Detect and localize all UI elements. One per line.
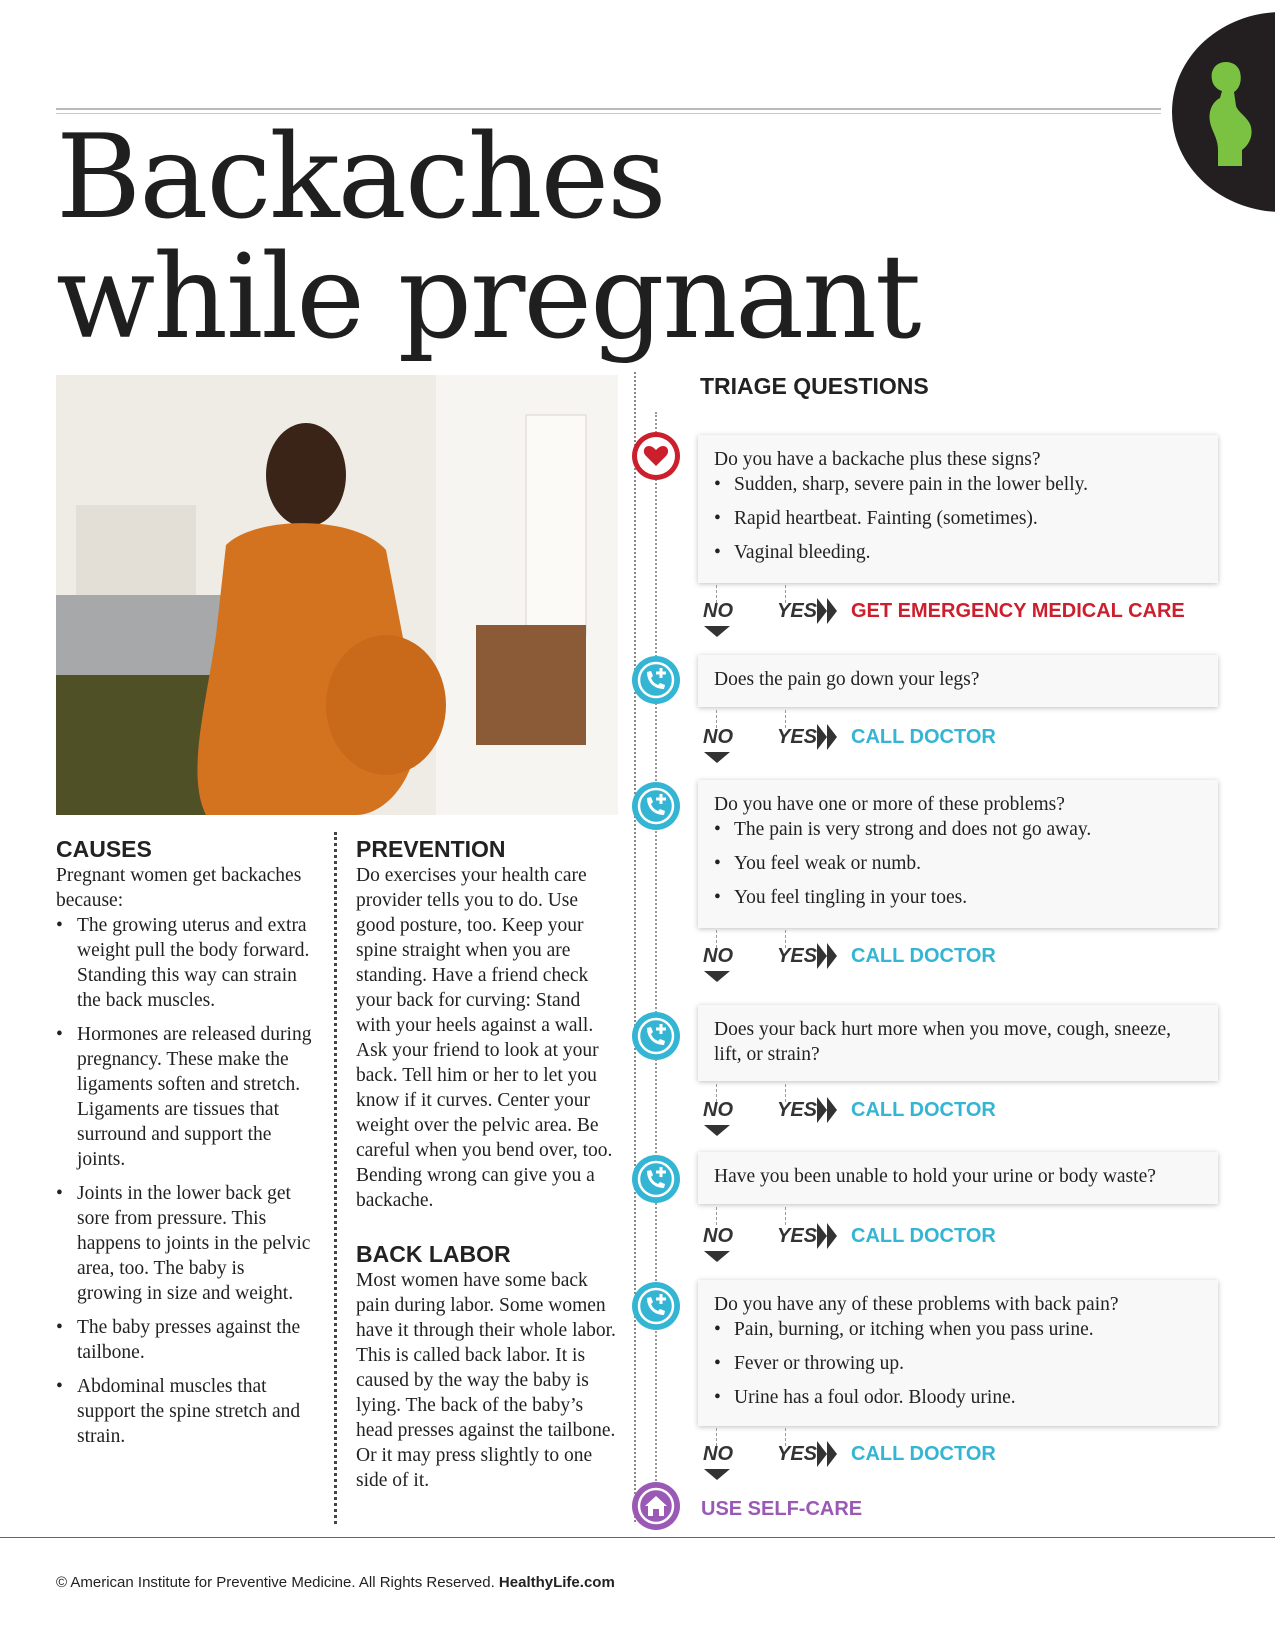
triage-question-2 [698,655,1218,707]
action-call-doctor: CALL DOCTOR [851,945,996,967]
down-arrow-icon [704,752,730,763]
right-arrow-icon [817,1223,827,1249]
causes-heading: CAUSES [56,836,152,862]
right-arrow-icon [817,598,827,624]
down-arrow-icon [704,1251,730,1262]
home-icon [632,1482,680,1530]
column-divider [334,832,337,1524]
down-arrow-icon [704,1469,730,1480]
website-link[interactable]: HealthyLife.com [498,1574,615,1591]
down-arrow-icon [704,626,730,637]
right-arrow-icon [827,1223,837,1249]
title-line-2: while pregnant [56,230,920,365]
action-call-doctor: CALL DOCTOR [851,1225,996,1247]
footer-rule [0,1537,1275,1538]
down-arrow-icon [704,1125,730,1136]
right-arrow-icon [817,1441,827,1467]
list-item: • You feel weak or numb. [714,851,1202,876]
triage-divider [634,372,636,1522]
action-call-doctor: CALL DOCTOR [851,726,996,748]
right-arrow-icon [817,1097,827,1123]
action-self-care: USE SELF-CARE [701,1498,863,1520]
list-item: • The baby presses against the tailbone. [56,1315,314,1365]
no-label: NO [703,1225,733,1247]
prevention-section [356,836,618,1493]
right-arrow-icon [827,1097,837,1123]
right-arrow-icon [817,943,827,969]
yes-label: YES [777,600,818,622]
no-label: NO [703,726,733,748]
question-text: Have you been unable to hold your urine or body waste? [714,1166,1156,1187]
back-labor-text: Most women have some back pain during labor. Some women have it through their whole labor. This is called back labor. It is caused by the way the baby is lying. The back of the baby’s head presses against the tailbone. Or it may press slightly to one side of it. [356,1270,616,1491]
right-arrow-icon [827,598,837,624]
yes-label: YES [777,1225,818,1247]
right-arrow-icon [827,943,837,969]
right-arrow-icon [827,724,837,750]
phone-plus-icon [632,782,680,830]
causes-section [56,836,314,1458]
action-call-doctor: CALL DOCTOR [851,1443,996,1465]
phone-plus-icon [632,1012,680,1060]
no-label: NO [703,1099,733,1121]
list-item: • Hormones are released during pregnancy. These make the ligaments soften and stretch. Ligaments are tissues that surround and support the joints. [56,1022,314,1172]
triage-question-3 [698,780,1218,928]
question-text: Do you have one or more of these problems? [714,794,1065,815]
causes-intro: Pregnant women get backaches because: [56,865,302,911]
triage-heading: TRIAGE QUESTIONS [700,373,929,399]
no-label: NO [703,945,733,967]
question-bullets [714,1317,1202,1410]
triage-question-5 [698,1152,1218,1204]
right-arrow-icon [817,724,827,750]
right-arrow-icon [827,1441,837,1467]
heart-icon [632,432,680,480]
yes-label: YES [777,1099,818,1121]
list-item: • Pain, burning, or itching when you pass urine. [714,1317,1202,1342]
list-item: • The pain is very strong and does not go away. [714,817,1202,842]
list-item: • You feel tingling in your toes. [714,885,1202,910]
phone-plus-icon [632,1155,680,1203]
prevention-heading: PREVENTION [356,836,506,862]
hero-photo [56,375,618,815]
corner-badge [1172,12,1275,212]
list-item: • Vaginal bleeding. [714,540,1202,565]
yes-label: YES [777,726,818,748]
copyright-text: © American Institute for Preventive Medicine. All Rights Reserved. [56,1574,495,1591]
action-call-doctor: CALL DOCTOR [851,1099,996,1121]
list-item: • Abdominal muscles that support the spine stretch and strain. [56,1374,314,1449]
list-item: • Sudden, sharp, severe pain in the lower belly. [714,472,1202,497]
triage-question-6 [698,1280,1218,1426]
no-label: NO [703,1443,733,1465]
triage-flow-line [655,412,657,1492]
causes-list [56,913,314,1449]
phone-plus-icon [632,656,680,704]
list-item: • Urine has a foul odor. Bloody urine. [714,1385,1202,1410]
pregnant-woman-icon [1198,60,1258,170]
question-text: Do you have any of these problems with back pain? [714,1294,1119,1315]
question-text: Does your back hurt more when you move, cough, sneeze, lift, or strain? [714,1019,1172,1065]
no-label: NO [703,600,733,622]
list-item: • The growing uterus and extra weight pull the body forward. Standing this way can strain the back muscles. [56,913,314,1013]
question-text: Do you have a backache plus these signs? [714,449,1041,470]
down-arrow-icon [704,971,730,982]
list-item: • Fever or throwing up. [714,1351,1202,1376]
back-labor-heading: BACK LABOR [356,1241,511,1267]
page-title [56,110,1116,365]
prevention-text: Do exercises your health care provider tells you to do. Use good posture, too. Keep your spine straight when you are standing. Have a friend check your back for curving: Stand with your heels against a wall. Ask your friend to look at your back. Tell him or her to let you know if it curves. Center your weight over the pelvic area. Be careful when you bend over, too. Bending wrong can give you a backache. [356,865,613,1211]
footer [56,1574,615,1591]
list-item: • Rapid heartbeat. Fainting (sometimes). [714,506,1202,531]
title-line-1: Backaches [56,110,665,245]
question-bullets [714,817,1202,910]
question-bullets [714,472,1202,565]
triage-question-4 [698,1005,1218,1081]
yes-label: YES [777,945,818,967]
phone-plus-icon [632,1282,680,1330]
list-item: • Joints in the lower back get sore from pressure. This happens to joints in the pelvic area, too. The baby is growing in size and weight. [56,1181,314,1306]
action-emergency: GET EMERGENCY MEDICAL CARE [851,600,1185,622]
triage-question-1 [698,435,1218,583]
yes-label: YES [777,1443,818,1465]
question-text: Does the pain go down your legs? [714,669,980,690]
